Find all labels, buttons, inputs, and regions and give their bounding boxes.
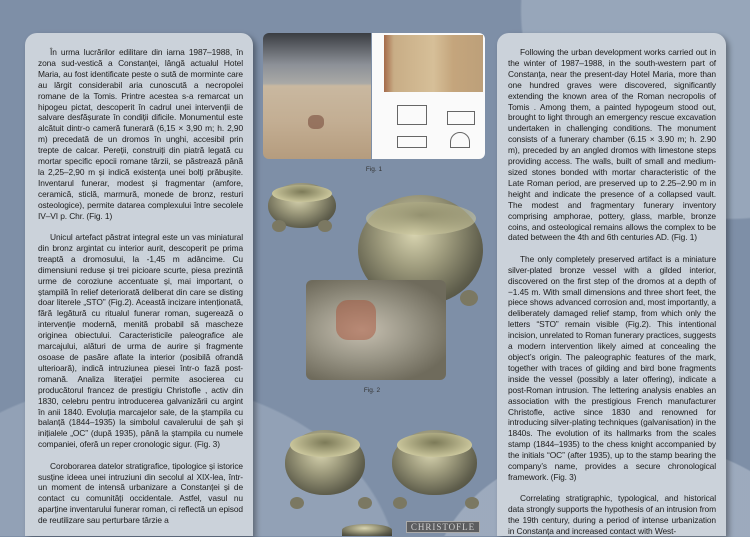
paragraph: Following the urban development works carried out in the winter of 1987–1988, in the south-western part of Constanța, near the present-day Hotel Maria, more than one hundred graves were discovered, significantly extending the known area of the Roman necropolis of Tomis . Among them, a painted hypogeum stood out, brought to light through an emergency rescue excavation undertaken in challenging conditions. The monument consists of a funerary chamber (6.15 × 3.90 m; h. 2.90 m), preceded by an angled dromos with limestone steps providing access. The walls, built of small and medium-sized stones bonded with mortar characteristic of the Late Roman period, are preserved up to 2.25–2.90 m in height and indicate the presence of a collapsed vault. The modest and fragmentary funerary inventory comprising amphorae, pottery, glass, marble, bronze coins, and osteological remains allows the complex to be dated between the 4th and 6th centuries AD. (Fig. 1) — [508, 47, 716, 243]
paragraph: Coroborarea datelor stratigrafice, tipologice și istorice susține ideea unei intruziuni din secolul al XIX-lea, într-un moment de intensă urbanizare a Constanței și de contact cu comunități occidentale. Astfel, vasul nu aparține inventarului funerar roman, ci reflectă un episod de reutilizare sau perturbare târzie a — [38, 460, 243, 526]
paragraph: În urma lucrărilor edilitare din iarna 1987–1988, în zona sud-vestică a Constanței, lângă actualul Hotel Maria, au fost identificate peste o sută de morminte care au lărgit considerabil aria cunoscută a necropolei romane de la Tomis. Printre acestea s-a remarcat un hipogeu pictat, descoperit în cadrul unei intervenții de salvare desfășurate în condiții dificile. Monumentul este alcătuit dintr-o cameră funerară (6,15 × 3,90 m; h. 2,90 m) precedată de un dromos în unghi, accesibil prin trepte de calcar. Pereții, construiți din piatră legată cu mortar specific epocii romane târzii, se păstrează până la 2,25–2,90 m și indică existența unei bolți prăbușite. Inventarul funerar, modest și fragmentar (amfore, ceramică, sticlă, marmură, monede de bronz, resturi osteologice), permite datarea complexului între secolele IV–VI p. Chr. (Fig. 1) — [38, 47, 243, 221]
paragraph: The only completely preserved artifact is a miniature silver-plated bronze vessel with a gilded interior, discovered on the first step of the dromos at a depth of −1.45 m. With small dimensions and three short feet, the piece shows advanced corrosion and, most importantly, a deliberately damaged relief stamp, from which only the letters “STO” remain visible (Fig.2). This intentional incision, unrelated to Roman funerary practices, suggests a modern intervention likely aimed at concealing the object’s origin. The paleographic features of the mark, together with traces of gilding and bird bone fragments inside the vessel (possibly a later offering), indicate a post-Roman intrusion. The lettering analysis enables an association with the prestigious French manufacturer Christofle, active since 1830 and renowned for introducing silver-plating techniques (galvanisation) in the 1840s. The evolution of its hallmarks from the scales stamp (1844–1935) to the chess knight accompanied by the initials “OC” (after 1935), up to the stamp bearing the company’s name, provides a secure chronological framework. (Fig. 3) — [508, 253, 716, 482]
fig2-caption: Fig. 2 — [363, 387, 381, 394]
fig1-hypogeum-photo — [263, 33, 371, 159]
fig1-plan-drawing — [372, 33, 485, 159]
fig2-stamp-closeup-photo — [306, 280, 446, 380]
fig3-vessel-photo — [392, 430, 477, 495]
romanian-text-panel — [25, 33, 253, 536]
paragraph: Unicul artefact păstrat integral este un vas miniatural din bronz argintat cu interior aurit, descoperit pe prima treaptă a dromosului, la -1,45 m adâncime. Cu dimensiuni reduse și trei picioare scurte, piesa prezintă urme de coroziune accentuate și, mai important, o ștampilă în relief deteriorată deliberat din care se disting doar literele „STO” (Fig.2). Această incizare intenționată, fără legătură cu ritualul funerar roman, sugerează o intervenție modernă, menită probabil să mascheze originea obiectului. Caracteristicile paleografice ale marcajului, alături de urma de aurire și fragmente osoase de pasăre aflate la interior (posibilă ofrandă ulterioară), indică intruziunea piesei într-o fază post-romană. Analiza literației permite asocierea cu producătorul francez de prestigiu Christofle , activ din 1830, celebru pentru introducerea galvanizării cu argint în anii 1840. Evoluția marcajelor sale, de la ștampila cu balanță (1844–1935) la simbolul cavalerului de șah și inițialele „OC” (după 1935), până la ștampila cu numele companiei, oferă un reper cronologic sigur. (Fig. 3) — [38, 232, 243, 450]
fig3-stamp-base-photo — [342, 524, 392, 536]
fig3-vessel-photo — [285, 430, 365, 495]
english-text-panel — [497, 33, 726, 536]
fig3-christofle-stamp — [406, 521, 480, 533]
fig1-caption: Fig. 1 — [365, 166, 383, 173]
stamp-text: CHRISTOFLE — [410, 522, 476, 532]
paragraph: Correlating stratigraphic, typological, and historical data strongly supports the hypothesis of an intrusion from the 19th century, during a period of intense urbanization in Constanța and increased contact with West- — [508, 493, 716, 537]
